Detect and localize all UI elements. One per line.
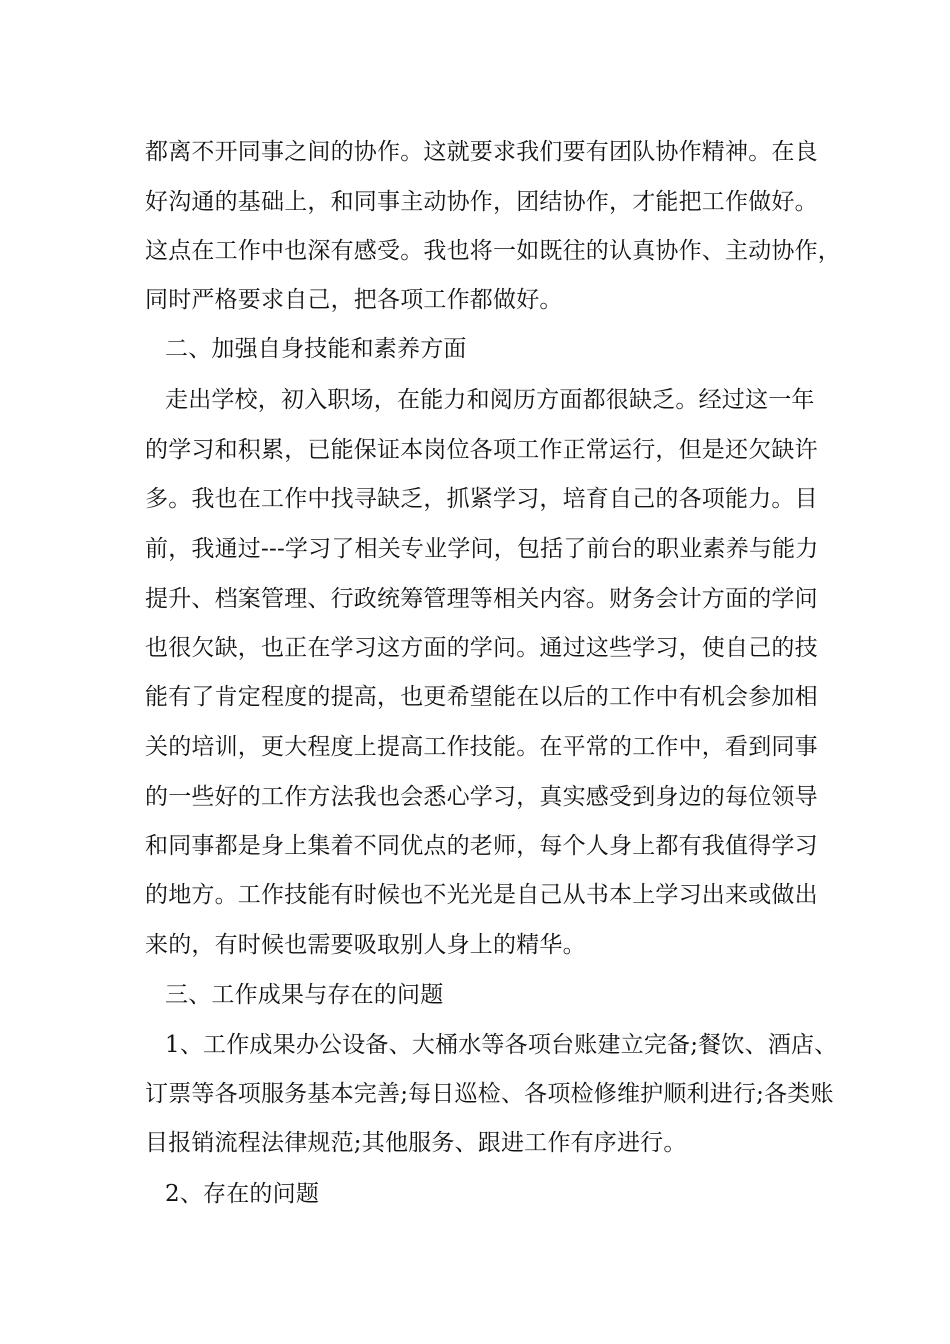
paragraph-line: 也很欠缺，也正在学习这方面的学问。通过这些学习，使自己的技 <box>145 635 818 661</box>
section-heading: 三、工作成果与存在的问题 <box>165 982 444 1008</box>
subsection-heading: 2、存在的问题 <box>165 1181 320 1207</box>
paragraph-line: 前，我通过---学习了相关专业学问，包括了前台的职业素养与能力 <box>145 536 819 562</box>
paragraph-line: 同时严格要求自己，把各项工作都做好。 <box>145 287 563 313</box>
paragraph-line: 都离不开同事之间的协作。这就要求我们要有团队协作精神。在良 <box>145 139 818 165</box>
section-heading: 二、加强自身技能和素养方面 <box>165 336 467 362</box>
paragraph-line: 1、工作成果办公设备、大桶水等各项台账建立完备;餐饮、酒店、 <box>165 1032 838 1058</box>
paragraph-line: 来的，有时候也需要吸取别人身上的精华。 <box>145 932 586 958</box>
paragraph-line: 走出学校，初入职场，在能力和阅历方面都很缺乏。经过这一年 <box>165 387 815 413</box>
paragraph-line: 的地方。工作技能有时候也不光光是自己从书本上学习出来或做出 <box>145 882 818 908</box>
paragraph-line: 提升、档案管理、行政统筹管理等相关内容。财务会计方面的学问 <box>145 586 818 612</box>
paragraph-line: 好沟通的基础上，和同事主动协作，团结协作，才能把工作做好。 <box>145 189 818 215</box>
paragraph-line: 目报销流程法律规范;其他服务、跟进工作有序进行。 <box>145 1130 687 1156</box>
paragraph-line: 多。我也在工作中找寻缺乏，抓紧学习，培育自己的各项能力。目 <box>145 486 818 512</box>
paragraph-line: 和同事都是身上集着不同优点的老师，每个人身上都有我值得学习 <box>145 833 818 859</box>
paragraph-line: 的一些好的工作方法我也会悉心学习，真实感受到身边的每位领导 <box>145 784 818 810</box>
paragraph-line: 能有了肯定程度的提高，也更希望能在以后的工作中有机会参加相 <box>145 684 818 710</box>
paragraph-line: 这点在工作中也深有感受。我也将一如既往的认真协作、主动协作， <box>145 238 841 264</box>
paragraph-line: 的学习和积累，已能保证本岗位各项工作正常运行，但是还欠缺许 <box>145 437 818 463</box>
paragraph-line: 订票等各项服务基本完善;每日巡检、各项检修维护顺利进行;各类账 <box>145 1081 834 1107</box>
paragraph-line: 关的培训，更大程度上提高工作技能。在平常的工作中，看到同事 <box>145 734 818 760</box>
